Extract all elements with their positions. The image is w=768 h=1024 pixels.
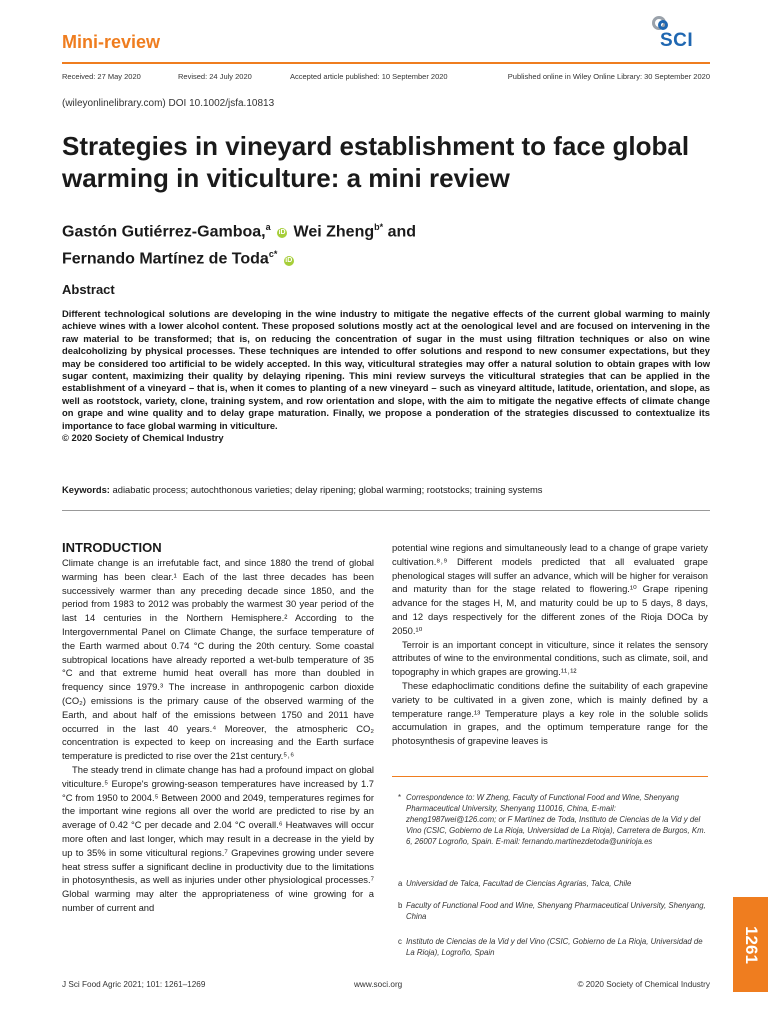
footer-copyright: © 2020 Society of Chemical Industry	[577, 980, 710, 989]
footnote-correspondence	[392, 792, 708, 847]
author-2-affil: b*	[374, 222, 384, 232]
footnote-text: Faculty of Functional Food and Wine, Shenyang Pharmaceutical University, Shenyang, China	[406, 901, 706, 921]
footnote-mark: *	[398, 793, 402, 802]
author-3-affil: c*	[268, 249, 278, 260]
author-3[interactable]: Fernando Martínez de Toda	[62, 250, 269, 268]
header-rule	[62, 62, 710, 64]
abstract-heading: Abstract	[62, 282, 115, 297]
logo-ring-inner-icon	[658, 20, 668, 30]
doi-line[interactable]: (wileyonlinelibrary.com) DOI 10.1002/jsfa.10813	[62, 98, 275, 109]
right-column	[392, 541, 708, 748]
footnote-affiliation-a	[392, 878, 708, 889]
abstract-copyright: © 2020 Society of Chemical Industry	[62, 432, 224, 444]
keywords	[62, 484, 710, 496]
footnote-rule	[392, 776, 708, 777]
date-revised: Revised: 24 July 2020	[178, 72, 252, 81]
footer-journal: J Sci Food Agric 2021; 101: 1261–1269	[62, 980, 206, 989]
left-paragraph-1: Climate change is an irrefutable fact, and since 1880 the trend of global warming has been clear.¹ Each of the last three decades has been successively warmer than any preceding decade since 1850, and the period from 1983 to 2012 was probably the warmest 30 year period of the last 14 centuries in the Northern Hemisphere.² According to the Intergovernmental Panel on Climate Change, the surface temperature of the Earth warmed about 0.74 °C during the 20th century. Some coastal subtropical locations have already reported a wet-bulb temperature of 35 °C and that extreme humid heat overall has more than doubled in frequency since 1979.³ The increase in anthropogenic carbon dioxide (CO₂) emissions is the primary cause of the observed warming of the Earth, and about half of the emissions between 1750 and 2011 have occurred in the last 40 years.⁴ Moreover, the atmospheric CO₂ concentration is expected to keep on increasing and the Earth surface temperature is predicted to rise over the 21st century.⁵˒⁶	[62, 557, 374, 762]
author-2[interactable]: Wei Zheng	[293, 223, 375, 241]
left-paragraph-2: The steady trend in climate change has had a profound impact on global viticulture.⁵ Europe's growing-season temperatures have increased by 1.7 °C from 1950 to 2004.⁵ Between 2000 and 2049, temperatures regimes for the important wine regions all over the world are predicted to rise by an average of 0.42 °C per decade and 2.04 °C overall.⁶ Heatwaves will occur more often and last longer, which may result in a decrease in the yield by up to 35% in some viticultural regions.⁷ Grapevines growing under severe heat stress suffer a significant decline in productivity due to the limitations in photosynthesis, as well as injuries under other physiological processes.⁷ Global warming may alter the appropriateness of wine growing for a number of current and	[62, 763, 374, 913]
footnote-text: Correspondence to: W Zheng, Faculty of Functional Food and Wine, Shenyang Pharmaceutical University, Shenyang 110016, China, E-mail: zheng1987wei@126.com; or F Martínez de Toda, Instituto de Ciencias de la Vid y del Vino (CSIC, Gobierno de La Rioja, Universidad de La Rioja), Carretera de Burgos, Km. 6, 26007 Logroño, Spain. E-mail: fernando.martinezdetoda@unirioja.es	[406, 793, 706, 846]
abstract-text: Different technological solutions are developing in the wine industry to mitigate the negative effects of the current global warming to mainly achieve wines with a lower alcohol content. These proposed solutions mostly act at the oenological level and are focused on intervening in the raw material to be transformed; that is, on reducing the concentration of sugar in the must using filtration techniques or also on wine dealcoholizing by physical processes. These techniques are intended to offer solutions and respond to new consumer expectations, but they may be considered too artificial to be widely accepted. In this way, viticultural strategies may offer a natural solution to obtain grapes with low sugar content, maximizing their quality by delaying ripening. This mini review surveys the viticultural strategies that can be applied in the establishment of a vineyard – that is, when it comes to planting of a new vineyard – such as vineyard altitude, latitude, orientation, and slope, as well as rootstock, variety, clone, training system, and row orientation and slope, with the aim to mitigate the negative effects of climate change on grape and wine quality and to delay grape maturation. Finally, we propose a ponderation of the strategies discussed to contextualize its importance to face global warming in viticulture.	[62, 308, 710, 431]
left-column	[62, 556, 374, 915]
right-paragraph-3: These edaphoclimatic conditions define the suitability of each grapevine variety to be cultivated in a given zone, which is mainly defined by a temperature range.¹³ Temperature plays a key role in the soluble solids accumulation in grapes, and the optimum temperature range for the photosynthesis of grapevine leaves is	[392, 679, 708, 747]
orcid-icon[interactable]: iD	[285, 256, 293, 264]
date-accepted: Accepted article published: 10 September 2020	[290, 72, 448, 81]
footer-site[interactable]: www.soci.org	[354, 980, 403, 989]
footnote-mark: c	[398, 937, 402, 946]
footnote-affiliation-c	[392, 936, 708, 958]
page-number: 1261	[741, 925, 761, 964]
keywords-label: Keywords:	[62, 484, 110, 495]
keywords-list: adiabatic process; autochthonous varieties; delay ripening; global warming; rootstocks; training systems	[112, 484, 543, 495]
footnote-affiliation-b	[392, 900, 708, 922]
article-title: Strategies in vineyard establishment to face global warming in viticulture: a mini review	[62, 131, 690, 193]
footnote-text: Instituto de Ciencias de la Vid y del Vino (CSIC, Gobierno de La Rioja, Universidad de La Rioja), Logroño, Spain	[406, 937, 703, 957]
author-list	[62, 216, 712, 271]
footnote-mark: a	[398, 879, 403, 888]
date-received: Received: 27 May 2020	[62, 72, 141, 81]
orcid-icon[interactable]: iD	[278, 229, 286, 237]
author-and: and	[387, 223, 417, 241]
right-paragraph-1: potential wine regions and simultaneously lead to a change of grape variety cultivation.⁸˒⁹ Different models predicted that all evaluated grape phenological stages will suffer an advance, which will be higher for veraison and maturity than for the stage related to flowering.¹⁰ Grape ripening advance for the stages H, M, and maturity could be up to 5 days, 8 days, and 12 days respectively for the different zones of the Rioja DOCa by 2050.¹⁰	[392, 542, 708, 636]
sci-logo	[648, 16, 712, 56]
keywords-rule	[62, 510, 710, 511]
footnote-text: Universidad de Talca, Facultad de Ciencias Agrarias, Talca, Chile	[406, 879, 632, 888]
introduction-heading: INTRODUCTION	[62, 540, 162, 555]
logo-text: SCI	[660, 30, 694, 51]
author-1[interactable]: Gastón Gutiérrez-Gamboa,	[62, 223, 266, 241]
right-paragraph-2: Terroir is an important concept in viticulture, since it relates the sensory attributes of wine to the environmental conditions, such as climate, soil, and topography in which grapes are growing.¹¹˒¹²	[392, 638, 708, 678]
page-number-tab	[733, 897, 768, 992]
author-1-affil: a	[265, 222, 271, 232]
date-published: Published online in Wiley Online Library: 30 September 2020	[507, 72, 710, 81]
section-tag: Mini-review	[62, 32, 161, 52]
footnote-mark: b	[398, 901, 403, 910]
abstract-body	[62, 308, 710, 444]
